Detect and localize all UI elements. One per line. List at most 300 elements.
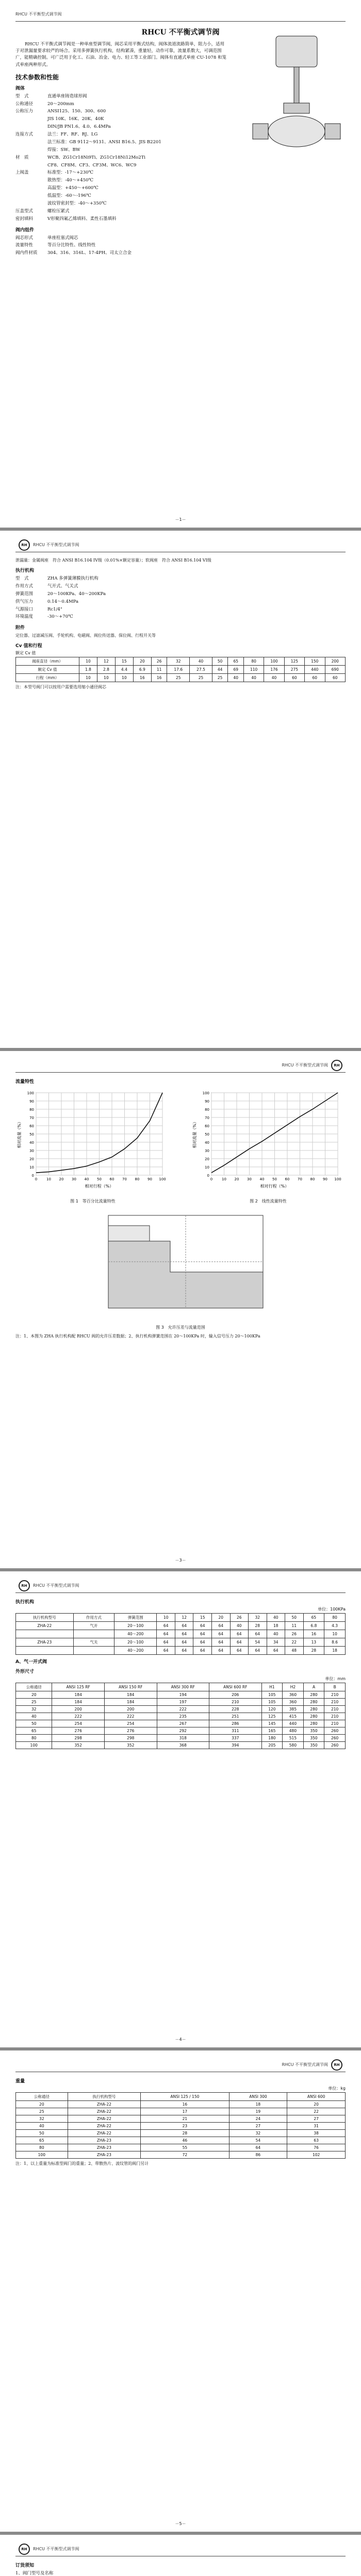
page-header	[15, 538, 346, 552]
table-cell: 23	[141, 2123, 229, 2130]
table-cell: 276	[104, 1727, 157, 1735]
table-header-cell: A	[303, 1683, 324, 1691]
spec-key: 上阀盖	[15, 170, 29, 176]
table-cell: 55	[141, 2144, 229, 2151]
header-text: RHCU 不平衡型式调节阀	[33, 543, 79, 547]
x-tick-label: 100	[334, 1177, 341, 1181]
spec-key: 公称压力	[15, 109, 34, 114]
table-cell: 690	[325, 666, 346, 674]
table-cell: 64	[175, 1622, 193, 1630]
size-unit: 单位：mm	[325, 1676, 346, 1681]
table-cell: 13	[303, 1638, 324, 1647]
table-cell: 110	[244, 666, 264, 674]
header-text: RHCU 不平衡型式调节阀	[33, 2547, 79, 2551]
spec-key: 密封填料	[15, 216, 34, 222]
spec-value	[47, 169, 346, 207]
table-cell: 86	[229, 2151, 287, 2159]
page-number: －1－	[175, 517, 186, 522]
y-tick-label: 90	[29, 1099, 34, 1104]
fig1-caption: 图 1 等百分比流量特性	[70, 1199, 116, 1204]
table-header-cell: ANSI 125 / 150	[141, 2093, 229, 2101]
table-header-row	[16, 1683, 346, 1691]
table-cell: 65	[228, 657, 244, 666]
table-cell: 260	[324, 1727, 346, 1735]
table-cell: 150	[305, 657, 325, 666]
leakage-text: 泄漏量：金属阀座 符合 ANSI B16.104 IV级（0.01%×额定容量）；软阀座 符合 ANSI B16.104 VI级	[15, 558, 211, 563]
spec-value	[47, 575, 346, 583]
table-cell: 280	[303, 1699, 324, 1706]
table-cell: 254	[52, 1720, 105, 1727]
header-text: RHCU 不平衡型式调节阀	[33, 1583, 79, 1588]
x-tick-label: 10	[222, 1177, 226, 1181]
table-cell: 20	[16, 1691, 52, 1699]
table-cell: 18	[324, 1647, 346, 1655]
weight-heading: 重量	[15, 2079, 25, 2084]
chart-linear	[191, 1088, 346, 1196]
table-cell: 280	[303, 1713, 324, 1720]
order-item: 1、阀门型号及名称	[15, 2571, 54, 2576]
table-cell: 11	[151, 666, 167, 674]
spec-line: 单座柱塞式阀芯	[47, 235, 78, 241]
table-cell: 16	[303, 1630, 324, 1638]
table-cell: 60	[325, 674, 346, 682]
cv-note: 注：本型号阀门可以按用户需要选用缩小通径阀芯	[15, 685, 106, 690]
header-text: RHCU 不平衡型式调节阀	[15, 12, 62, 16]
table-cell: 25	[16, 2108, 68, 2115]
y-tick-label: 30	[29, 1149, 34, 1153]
table-cell: 350	[303, 1727, 324, 1735]
table-cell: 184	[104, 1699, 157, 1706]
spec-value	[47, 613, 346, 621]
page-6	[0, 2535, 361, 2576]
spec-row	[15, 215, 346, 223]
table-header-cell: B	[324, 1683, 346, 1691]
x-tick-label: 30	[247, 1177, 252, 1181]
table-cell: 210	[324, 1706, 346, 1713]
table-cell: 210	[324, 1713, 346, 1720]
table-cell: 76	[287, 2144, 346, 2151]
table-cell: 64	[193, 1630, 212, 1638]
table-cell: 63	[287, 2137, 346, 2144]
table-cell: 350	[303, 1742, 324, 1749]
table-header-cell: ANSI 125 RF	[52, 1683, 105, 1691]
table-cell: 25	[167, 674, 190, 682]
spec-value	[47, 590, 346, 598]
table-cell: 318	[157, 1735, 209, 1742]
y-axis-label: 相对流量（%）	[192, 1120, 197, 1148]
table-cell: 69	[228, 666, 244, 674]
table-row	[16, 1720, 346, 1727]
weight-note: 注：1、以上重量为标准型阀门的重量；2、带散热片、波纹管的阀门另计	[15, 2161, 149, 2166]
accessories-heading: 附件	[15, 625, 25, 631]
table-header-cell: 80	[324, 1614, 346, 1622]
table-cell: 298	[104, 1735, 157, 1742]
table-cell: 8.6	[324, 1638, 346, 1647]
table-cell: 210	[324, 1691, 346, 1699]
table-cell: 10	[324, 1630, 346, 1638]
actuator-specs	[15, 575, 346, 621]
spec-line: WCB、ZG1Cr18Ni9Ti、ZG1Cr18Ni12Mo2Ti	[47, 155, 146, 160]
table-cell: 32	[16, 1706, 52, 1713]
table-cell: 352	[104, 1742, 157, 1749]
spec-value	[47, 242, 346, 249]
table-cell: 210	[324, 1720, 346, 1727]
page-2	[0, 531, 361, 1051]
spec-line: DIN/JB PN1.6、4.0、6.4MPa	[47, 124, 111, 130]
table-cell: 184	[52, 1691, 105, 1699]
table-cell: 16	[133, 674, 151, 682]
x-tick-label: 0	[210, 1177, 213, 1181]
table-cell: ZHA-23	[68, 2151, 140, 2159]
table-cell: 80	[244, 657, 264, 666]
allow-heading: 执行机构	[15, 1600, 35, 1605]
table-cell: 80	[16, 1735, 52, 1742]
table-cell: 26	[285, 1630, 304, 1638]
company-logo-icon: RH	[19, 539, 30, 551]
table-cell: 20	[16, 2101, 68, 2108]
spec-line: 0.14～0.4MPa	[47, 599, 79, 604]
table-cell: 气关	[73, 1638, 114, 1647]
table-cell: 210	[209, 1699, 262, 1706]
company-logo-icon: RH	[331, 2059, 342, 2071]
table-cell: 19	[229, 2108, 287, 2115]
table-header-cell: ANSI 300 RF	[157, 1683, 209, 1691]
table-row	[16, 1735, 346, 1742]
spec-line: 低温型：-60～-196℃	[47, 193, 91, 199]
header-text: RHCU 不平衡型式调节阀	[282, 1063, 328, 1067]
table-cell: 11	[285, 1622, 304, 1630]
table-cell: 145	[261, 1720, 283, 1727]
spec-line: 螺栓压紧式	[47, 208, 70, 214]
table-cell: 280	[303, 1691, 324, 1699]
table-header-cell: 公称通径	[16, 2093, 68, 2101]
table-cell: 18	[229, 2101, 287, 2108]
table-cell: 105	[261, 1699, 283, 1706]
table-cell: 4.3	[324, 1622, 346, 1630]
table-cell: 440	[283, 1720, 304, 1727]
table-cell: 235	[157, 1713, 209, 1720]
table-header-cell: 12	[175, 1614, 193, 1622]
flow-heading: 流量特性	[15, 1079, 35, 1084]
x-tick-label: 70	[298, 1177, 302, 1181]
table-cell: 17	[141, 2108, 229, 2115]
spec-line: JIS 10K、16K、20K、40K	[47, 116, 104, 122]
table-header-cell: 15	[193, 1614, 212, 1622]
table-cell: 222	[104, 1713, 157, 1720]
table-cell: 31	[287, 2123, 346, 2130]
table-cell: 125	[284, 657, 304, 666]
x-tick-label: 90	[323, 1177, 327, 1181]
body-heading: 阀体	[15, 86, 25, 91]
table-cell: 298	[52, 1735, 105, 1742]
table-cell: 100	[16, 2151, 68, 2159]
table-cell: 200	[52, 1706, 105, 1713]
table-cell: 22	[285, 1638, 304, 1647]
table-cell: 64	[157, 1638, 175, 1647]
table-cell: 2.8	[97, 666, 115, 674]
spec-row	[15, 249, 346, 257]
table-cell: ZHA-23	[16, 1638, 74, 1647]
company-logo-icon: RH	[331, 1060, 342, 1071]
actuator-heading: 执行机构	[15, 568, 35, 573]
table-cell: 27	[229, 2123, 287, 2130]
table-cell: 206	[209, 1691, 262, 1699]
table-cell: 105	[261, 1691, 283, 1699]
spec-key: 环境温度	[15, 614, 34, 620]
table-cell: 20～100	[114, 1622, 157, 1630]
table-row	[16, 1727, 346, 1735]
spec-line: 直通单座铸造球形阀	[47, 93, 87, 99]
page-header	[15, 1058, 346, 1073]
chart-equal-percentage	[15, 1088, 170, 1196]
table-cell: ZHA-22	[68, 2130, 140, 2137]
table-cell: 28	[249, 1622, 267, 1630]
table-cell: 64	[230, 1630, 249, 1638]
table-cell: 64	[193, 1638, 212, 1647]
table-row	[16, 2144, 346, 2151]
table-cell	[73, 1647, 114, 1655]
y-tick-label: 70	[29, 1116, 34, 1120]
table-row	[16, 1691, 346, 1699]
y-tick-label: 20	[205, 1157, 209, 1161]
spec-line: V形聚四氟乙烯填料、柔性石墨填料	[47, 216, 117, 222]
weight-table	[15, 2092, 346, 2159]
table-row	[16, 657, 346, 666]
table-cell: 20	[287, 2101, 346, 2108]
table-cell: 228	[209, 1706, 262, 1713]
order-heading: 订货须知	[15, 2563, 35, 2568]
spec-row	[15, 583, 346, 590]
spec-line: 法兰标准：GB 9112～9131、ANSI B16.5、JIS B2201	[47, 139, 161, 145]
table-cell: 64	[249, 1630, 267, 1638]
table-header-cell: 65	[303, 1614, 324, 1622]
x-tick-label: 40	[259, 1177, 265, 1181]
x-tick-label: 100	[159, 1177, 166, 1181]
order-list	[15, 2570, 346, 2576]
table-row	[16, 1713, 346, 1720]
spec-line: 高温型：+450～+600℃	[47, 185, 99, 191]
header-text: RHCU 不平衡型式调节阀	[282, 2062, 328, 2067]
table-cell: 64	[157, 1647, 175, 1655]
table-cell: 40	[16, 2123, 68, 2130]
table-cell: 368	[157, 1742, 209, 1749]
table-cell: 280	[303, 1720, 324, 1727]
page-header	[15, 1579, 346, 1593]
table-cell: ZHA-22	[68, 2101, 140, 2108]
table-cell: 415	[283, 1713, 304, 1720]
table-cell: 125	[261, 1713, 283, 1720]
table-cell: 4.4	[115, 666, 133, 674]
cv-heading: Cv 值和行程	[15, 643, 42, 649]
x-tick-label: 60	[285, 1177, 290, 1181]
x-tick-label: 10	[46, 1177, 51, 1181]
page-number: －4－	[175, 2037, 186, 2042]
table-cell: ZHA-23	[68, 2137, 140, 2144]
table-cell: 64	[211, 1622, 230, 1630]
table-cell: 200	[104, 1706, 157, 1713]
table-cell: 额定 Cv 值	[16, 666, 79, 674]
table-cell: 40～200	[114, 1647, 157, 1655]
page-number: －5－	[175, 2521, 186, 2526]
table-cell: 80	[16, 2144, 68, 2151]
y-tick-label: 40	[29, 1141, 34, 1145]
spec-line: 等百分比特性、线性特性	[47, 243, 96, 248]
table-cell: 254	[104, 1720, 157, 1727]
table-header-cell: ANSI 150 RF	[104, 1683, 157, 1691]
valve-illustration	[248, 31, 346, 160]
table-cell: 440	[305, 666, 325, 674]
y-tick-label: 40	[205, 1141, 209, 1145]
x-tick-label: 50	[272, 1177, 277, 1181]
table-header-cell: ANSI 300	[229, 2093, 287, 2101]
table-cell: 64	[211, 1630, 230, 1638]
table-cell: 64	[211, 1638, 230, 1647]
table-cell: 360	[283, 1699, 304, 1706]
table-cell: 200	[325, 657, 346, 666]
table-header-cell: H2	[283, 1683, 304, 1691]
table-cell: 64	[193, 1622, 212, 1630]
accessories-text: 定位器、过滤减压阀、手轮机构、电磁阀、阀位传送器、保位阀、行程开关等	[15, 633, 156, 638]
table-cell: 100	[16, 1742, 52, 1749]
spec-row	[15, 208, 346, 215]
allow-unit: 单位：100KPa	[318, 1607, 346, 1612]
table-cell: 352	[52, 1742, 105, 1749]
table-cell: 102	[287, 2151, 346, 2159]
page-header	[15, 2058, 346, 2072]
company-logo-icon: RH	[19, 1580, 30, 1591]
table-header-cell: 50	[285, 1614, 304, 1622]
x-tick-label: 20	[59, 1177, 64, 1181]
table-cell: 60	[284, 674, 304, 682]
table-cell: 40	[190, 657, 212, 666]
spec-line: 散热型：-40～+450℃	[47, 178, 94, 183]
table-cell: 65	[16, 1727, 52, 1735]
spec-value	[47, 215, 346, 223]
x-tick-label: 30	[72, 1177, 76, 1181]
x-tick-label: 40	[84, 1177, 89, 1181]
y-tick-label: 0	[207, 1174, 209, 1178]
page-1	[0, 0, 361, 531]
table-header-row	[16, 1614, 346, 1622]
y-tick-label: 100	[202, 1091, 209, 1095]
spec-key: 型 式	[15, 93, 29, 99]
spec-row	[15, 242, 346, 249]
x-tick-label: 50	[97, 1177, 102, 1181]
tech-heading: 技术参数和性能	[15, 73, 59, 81]
y-tick-label: 70	[205, 1116, 209, 1120]
y-tick-label: 80	[29, 1108, 34, 1112]
table-cell: 40	[230, 1622, 249, 1630]
trim-specs	[15, 234, 346, 258]
spec-key: 气源接口	[15, 606, 34, 612]
table-cell: 276	[52, 1727, 105, 1735]
table-cell: 20	[133, 657, 151, 666]
table-cell: 60	[305, 674, 325, 682]
table-header-cell: 32	[249, 1614, 267, 1622]
table-cell: 38	[287, 2130, 346, 2137]
table-cell: 40	[267, 1630, 285, 1638]
table-cell: 184	[52, 1699, 105, 1706]
table-cell: 480	[283, 1727, 304, 1735]
table-cell: 27.5	[190, 666, 212, 674]
pressure-range-diagram	[88, 1210, 273, 1324]
table-cell: ZHA-22	[16, 1622, 74, 1630]
table-cell: 10	[115, 674, 133, 682]
table-cell: 行程（mm）	[16, 674, 79, 682]
table-cell: ZHA-23	[68, 2144, 140, 2151]
table-row	[16, 1630, 346, 1638]
table-cell: 48	[285, 1647, 304, 1655]
table-cell: 40	[264, 674, 284, 682]
table-cell: 32	[16, 2115, 68, 2123]
spec-key: 作用方式	[15, 583, 34, 589]
table-header-cell: 10	[157, 1614, 175, 1622]
table-cell: 40	[244, 674, 264, 682]
fig-note: 注：1、本图为 ZHA 执行机构配 RHCU 阀的允许压差数据；2、执行机构弹簧范围在 20～100KPa 时，输入信号压力 20～100KPa	[15, 1334, 260, 1338]
table-cell: 197	[157, 1699, 209, 1706]
table-cell: 32	[229, 2130, 287, 2137]
spec-row	[15, 234, 346, 242]
table-cell: 54	[249, 1638, 267, 1647]
table-cell: 210	[324, 1699, 346, 1706]
spec-key: 连接方式	[15, 132, 34, 138]
table-cell: 120	[261, 1706, 283, 1713]
spec-value	[47, 598, 346, 606]
page-3	[0, 1051, 361, 1571]
table-row	[16, 1638, 346, 1647]
table-cell: 311	[209, 1727, 262, 1735]
spec-row	[15, 575, 346, 583]
spec-line: 气开式、气关式	[47, 583, 78, 589]
table-cell: 20～100	[114, 1638, 157, 1647]
table-row	[16, 674, 346, 682]
table-cell: 286	[209, 1720, 262, 1727]
table-cell: 26	[151, 657, 167, 666]
fig3-caption: 图 3 允许压差与流量范围	[156, 1325, 205, 1330]
spec-line: ANSI125、150、300、600	[47, 109, 106, 114]
table-cell: 222	[157, 1706, 209, 1713]
table-cell	[16, 1630, 74, 1638]
table-row	[16, 2108, 346, 2115]
table-header-cell: H1	[261, 1683, 283, 1691]
table-cell: 260	[324, 1735, 346, 1742]
spec-line: 标准型：-17～+230℃	[47, 170, 94, 176]
spec-row	[15, 169, 346, 207]
y-tick-label: 30	[205, 1149, 209, 1153]
table-row	[16, 1647, 346, 1655]
spec-line: ZHA 多弹簧薄膜执行机构	[47, 576, 99, 581]
table-cell: 6.9	[133, 666, 151, 674]
table-cell: 394	[209, 1742, 262, 1749]
spec-key: 材 质	[15, 155, 29, 160]
table-cell: 267	[157, 1720, 209, 1727]
table-cell: 64	[230, 1638, 249, 1647]
table-cell: 28	[141, 2130, 229, 2137]
table-cell: 24	[229, 2115, 287, 2123]
table-cell: 44	[212, 666, 228, 674]
table-cell: 292	[157, 1727, 209, 1735]
spec-row	[15, 598, 346, 606]
y-tick-label: 10	[205, 1165, 209, 1170]
table-cell: 222	[52, 1713, 105, 1720]
spec-value	[47, 606, 346, 614]
table-cell: 27	[287, 2115, 346, 2123]
fig2-caption: 图 2 线性流量特性	[250, 1199, 287, 1204]
table-cell: 64	[211, 1647, 230, 1655]
table-cell: 17.6	[167, 666, 190, 674]
table-cell: 10	[97, 674, 115, 682]
table-cell: 64	[175, 1630, 193, 1638]
